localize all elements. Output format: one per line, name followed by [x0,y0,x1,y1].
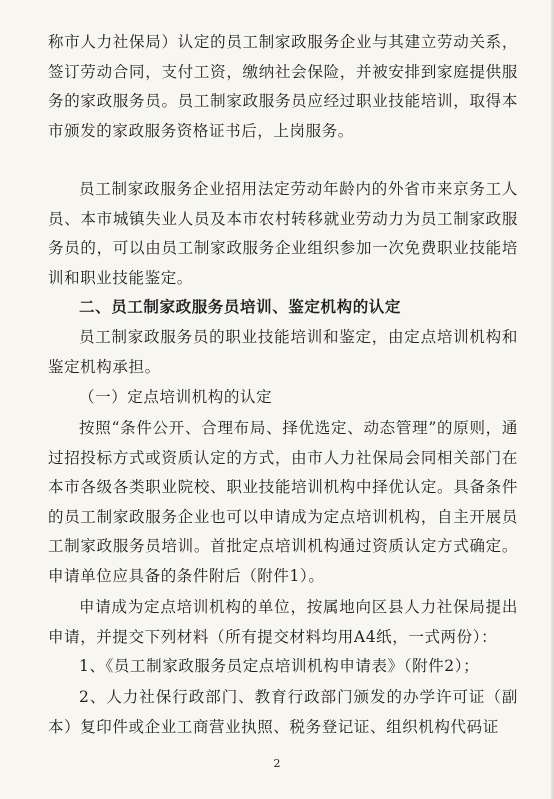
paragraph-free-training: 员工制家政服务企业招用法定劳动年龄内的外省市来京务工人员、本市城镇失业人员及本市农村转移就业劳动力为员工制家政服务员的，可以由员工制家政服务企业组织参加一次免费职业技能培训和职业技能鉴定。 [48,180,518,287]
list-item-2: 2、人力社保行政部门、教育行政部门颁发的办学许可证（副本）复印件或企业工商营业执照、税务登记证、组织机构代码证 [48,688,518,736]
page-number: 2 [273,757,281,770]
paragraph-intro-continuation: 称市人力社保局）认定的员工制家政服务企业与其建立劳动关系，签订劳动合同，支付工资，缴纳社会保险，并被安排到家庭提供服务的家政服务员。员工制家政服务员应经过职业技能培训，取得本市颁发的家政服务资格证书后，上岗服务。 [48,33,518,140]
paragraph-application: 申请成为定点培训机构的单位，按属地向区县人力社保局提出申请，并提交下列材料（所有提交材料均用A4纸，一式两份）： [48,598,518,646]
section-heading-2: 二、员工制家政服务员培训、鉴定机构的认定 [79,298,402,316]
paragraph-selection-principle: 按照“条件公开、合理布局、择优选定、动态管理”的原则，通过招投标方式或资质认定的方式，由市人力社保局会同相关部门在本市各级各类职业院校、职业技能培训机构中择优认定。具备条件的员工制家政服务企业也可以申请成为定点培训机构，自主开展员工制家政服务员培训。首批定点培训机构通过资质认定方式确定。申请单位应具备的条件附后（附件1）。 [48,419,518,585]
subsection-heading-1: （一）定点培训机构的认定 [79,388,273,406]
list-item-1: 1、《员工制家政服务员定点培训机构申请表》（附件2）； [79,657,480,675]
paragraph-training-bodies: 员工制家政服务员的职业技能培训和鉴定，由定点培训机构和鉴定机构承担。 [48,328,518,376]
